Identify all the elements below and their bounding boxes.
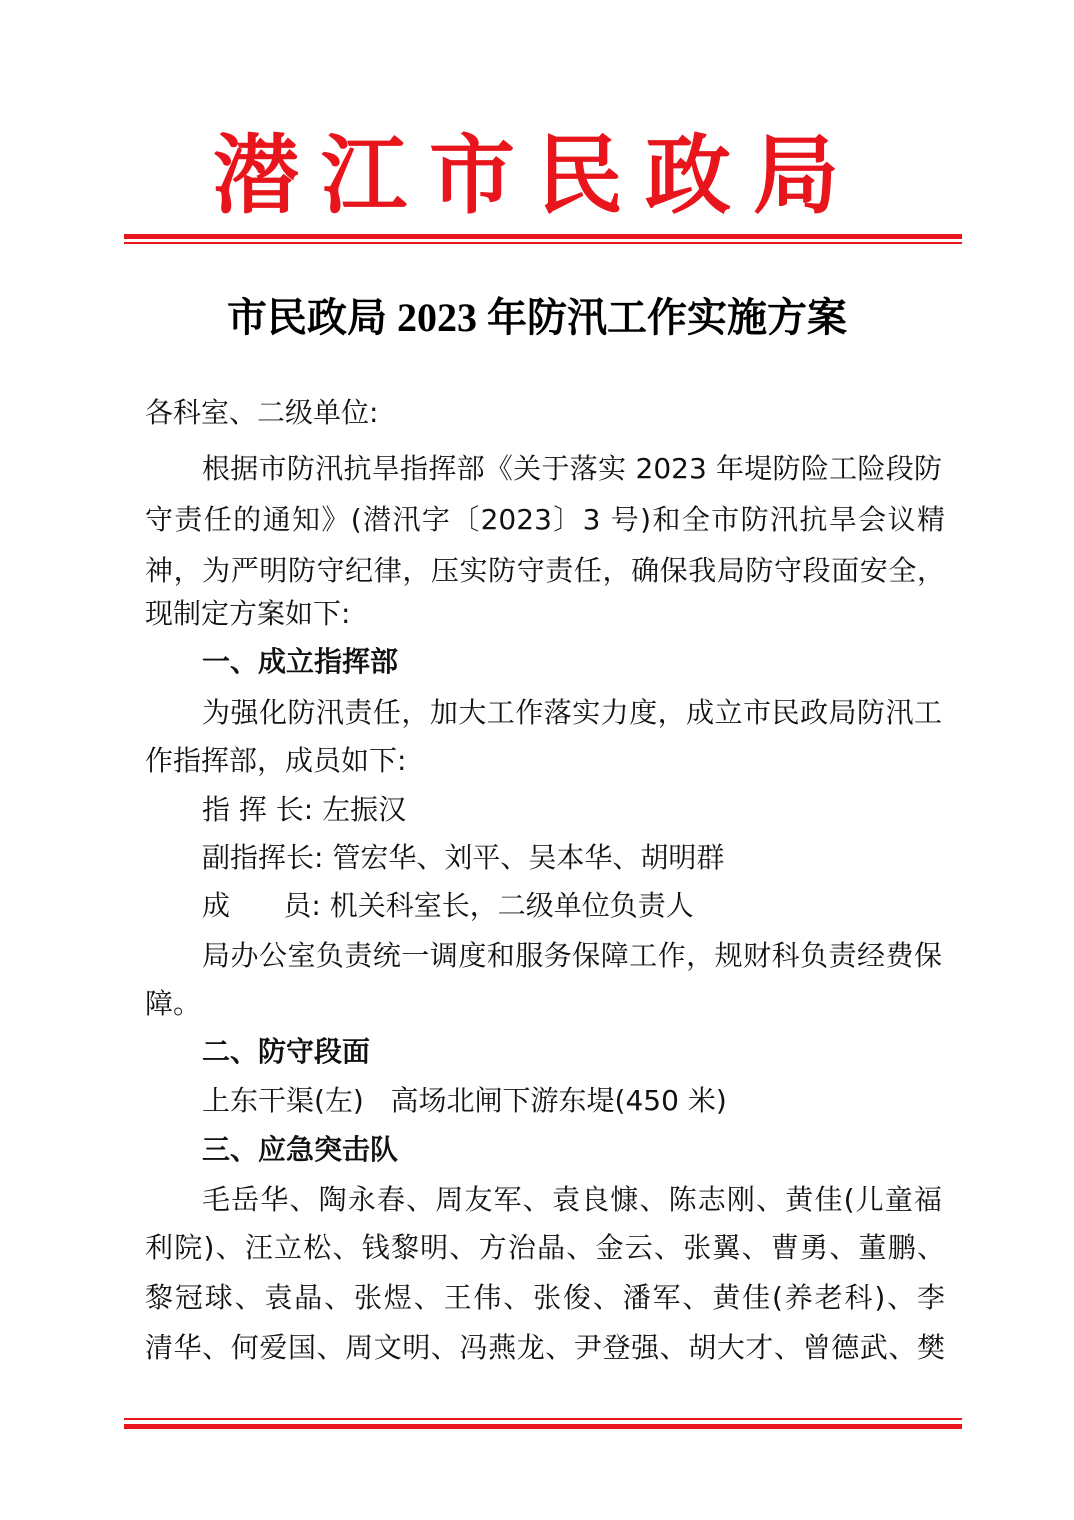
member-row-commander bbox=[202, 790, 1002, 830]
section-1-para-line-2: 作指挥部，成员如下: bbox=[145, 744, 407, 777]
agency-masthead: 潜江市民政局 bbox=[213, 125, 861, 226]
intro-line-4: 现制定方案如下: bbox=[145, 597, 351, 630]
salutation: 各科室、二级单位: bbox=[145, 396, 379, 429]
section-2-heading: 二、防守段面 bbox=[202, 1035, 371, 1068]
section-1-duty-line-2: 障。 bbox=[145, 987, 202, 1020]
member-row-deputy bbox=[202, 838, 1002, 878]
footer-rule-thin bbox=[124, 1418, 962, 1420]
member-role: 副指挥长: bbox=[202, 841, 324, 874]
section-1-para-line-1: 为强化防汛责任，加大工作落实力度，成立市民政局防汛工 bbox=[202, 696, 942, 729]
footer-rule-thick bbox=[124, 1424, 962, 1429]
section-3-line-2: 利院)、汪立松、钱黎明、方治晶、金云、张翼、曹勇、董鹏、 bbox=[145, 1231, 945, 1264]
section-2-text: 上东干渠(左) 高场北闸下游东堤(450 米) bbox=[202, 1084, 727, 1117]
member-names: 左振汉 bbox=[322, 793, 407, 826]
header-rule-thin bbox=[124, 242, 962, 244]
member-role: 成 员: bbox=[202, 889, 321, 922]
intro-line-3: 神，为严明防守纪律，压实防守责任，确保我局防守段面安全， bbox=[145, 554, 945, 587]
section-3-line-1: 毛岳华、陶永春、周友军、袁良慷、陈志刚、黄佳(儿童福 bbox=[202, 1183, 942, 1216]
header-rule-thick bbox=[124, 234, 962, 239]
intro-line-2: 守责任的通知》(潜汛字〔2023〕3 号)和全市防汛抗旱会议精 bbox=[145, 503, 945, 536]
section-3-line-4: 清华、何爱国、周文明、冯燕龙、尹登强、胡大才、曾德武、樊 bbox=[145, 1331, 945, 1364]
section-3-line-3: 黎冠球、袁晶、张煜、王伟、张俊、潘军、黄佳(养老科)、李 bbox=[145, 1281, 945, 1314]
member-names: 管宏华、刘平、吴本华、胡明群 bbox=[332, 841, 725, 874]
member-row-members bbox=[202, 886, 1002, 926]
section-3-heading: 三、应急突击队 bbox=[202, 1133, 399, 1166]
section-1-duty-line-1: 局办公室负责统一调度和服务保障工作，规财科负责经费保 bbox=[202, 939, 942, 972]
document-title: 市民政局 2023 年防汛工作实施方案 bbox=[227, 295, 847, 340]
member-role: 指 挥 长: bbox=[202, 793, 314, 826]
member-names: 机关科室长，二级单位负责人 bbox=[329, 889, 694, 922]
section-1-heading: 一、成立指挥部 bbox=[202, 645, 399, 678]
intro-line-1: 根据市防汛抗旱指挥部《关于落实 2023 年堤防险工险段防 bbox=[202, 452, 942, 485]
